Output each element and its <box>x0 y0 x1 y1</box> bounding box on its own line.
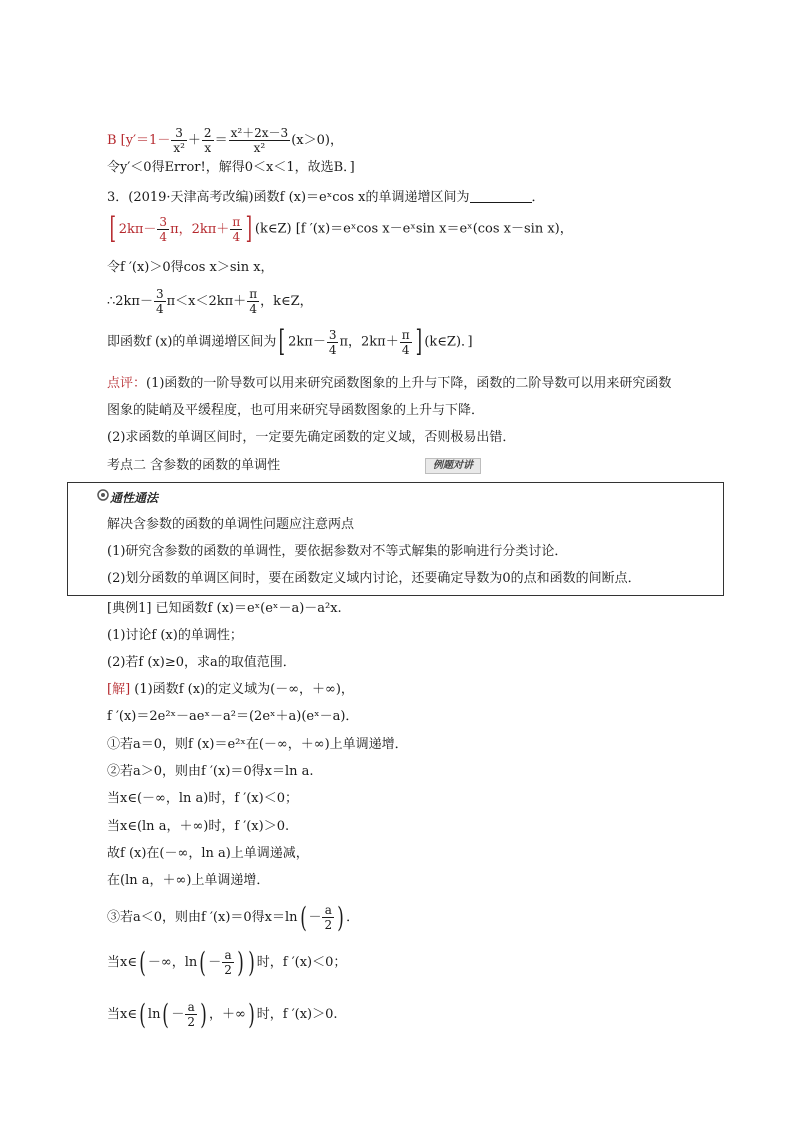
comment-line-2: 图象的陡峭及平缓程度，也可用来研究导函数图象的上升与下降． <box>107 403 485 418</box>
fraction: $\frac{2}{x}$ <box>203 126 212 155</box>
solution-line-3: ①若a＝0，则f (x)＝e²ˣ在(－∞，＋∞)上单调递增． <box>107 737 408 752</box>
answer-line-6: ∴2kπ－ $\frac{3}{4}$ π＜x＜2kπ＋ $\frac{\pi}{4}$ ，k∈Z， <box>107 287 313 316</box>
answer-line-2: 令y′＜0得Error!，解得0＜x＜1，故选B．] <box>107 160 355 175</box>
answer-interval: [ 2kπ－ $\frac{3}{4}$ π，2kπ＋ $\frac{\pi}{4}$ ] <box>109 211 253 246</box>
answer-line-5: 令f ′(x)＞0得cos x＞sin x， <box>107 260 274 275</box>
solution-line-4: ②若a＞0，则由f ′(x)＝0得x＝ln a. <box>107 764 314 779</box>
fraction: $\frac{\text{x²＋2x－3}}{\text{x²}}$ <box>230 126 289 155</box>
comment-line-3: (2)求函数的单调区间时，一定要先确定函数的定义域，否则极易出错． <box>107 430 516 445</box>
solution-label: [解] <box>107 682 131 697</box>
part-1: (1)讨论f (x)的单调性； <box>107 628 243 643</box>
box-line-1: 解决含参数的函数的单调性问题应注意两点 <box>107 517 355 532</box>
solution-line-2: f ′(x)＝2e²ˣ－aeˣ－a²＝(2eˣ＋a)(eˣ－a)． <box>107 709 359 724</box>
solution-line-9: ③若a＜0，则由f ′(x)＝0得x＝ln( － $\frac{a}{2}$ ) ． <box>107 900 360 934</box>
box-title: 通性通法 <box>110 491 159 505</box>
comment-line-1: 点评：(1)函数的一阶导数可以用来研究函数图象的上升与下降，函数的二阶导数可以用来研究函数 <box>107 376 672 391</box>
solution-line-8: 在(ln a，＋∞)上单调递增． <box>107 873 270 888</box>
answer-line-4: [ 2kπ－ $\frac{3}{4}$ π，2kπ＋ $\frac{\pi}{4}$ ] (k∈Z) [f ′(x)＝eˣcos x－eˣsin x＝eˣ(cos x－sin x)， <box>107 214 573 244</box>
example-line: [典例1] 已知函数f (x)＝eˣ(eˣ－a)－a²x. <box>107 601 342 616</box>
solution-line-7: 故f (x)在(－∞，ln a)上单调递减， <box>107 846 309 861</box>
fraction: $\frac{3}{\text{x²}}$ <box>173 126 185 155</box>
box-line-3: (2)划分函数的单调区间时，要在函数定义域内讨论，还要确定导数为0的点和函数的间断点． <box>107 571 641 586</box>
solution-line-1: [解] (1)函数f (x)的定义域为(－∞，＋∞)， <box>107 682 354 697</box>
solution-line-5: 当x∈(－∞，ln a)时，f ′(x)＜0； <box>107 791 298 806</box>
solution-line-6: 当x∈(ln a，＋∞)时，f ′(x)＞0. <box>107 819 290 834</box>
section-title: 考点二 含参数的函数的单调性 <box>107 458 281 473</box>
answer-line-1: B [y′＝1－ $\frac{3}{\text{x²}}$ ＋ $\frac{2}{x}$ ＝ $\frac{\text{x²＋2x－3}}{\text{x²}}$ (x＞0)， <box>107 126 343 155</box>
answer-line-7: 即函数f (x)的单调递增区间为[ 2kπ－ $\frac{3}{4}$ π，2kπ＋ $\frac{\pi}{4}$ ] (k∈Z)．] <box>107 324 473 359</box>
box-line-2: (1)研究含参数的函数的单调性，要依据参数对不等式解集的影响进行分类讨论． <box>107 544 568 559</box>
comment-label: 点评： <box>107 376 147 391</box>
answer-letter: B [y′＝1－ <box>107 133 171 148</box>
solution-line-11: 当x∈( ln( － $\frac{a}{2}$ ) ，＋∞) 时，f ′(x)＞0. <box>107 997 338 1031</box>
gear-icon <box>96 488 110 502</box>
example-tag: 例题对讲 <box>425 458 481 474</box>
question-3: 3．(2019·天津高考改编)函数f (x)＝eˣcos x的单调递增区间为 ． <box>107 190 545 205</box>
part-2: (2)若f (x)≥0，求a的取值范围． <box>107 655 296 670</box>
solution-line-10: 当x∈( －∞，ln( － $\frac{a}{2}$ ) ) 时，f ′(x)＜0； <box>107 945 347 979</box>
answer-blank <box>470 190 532 203</box>
